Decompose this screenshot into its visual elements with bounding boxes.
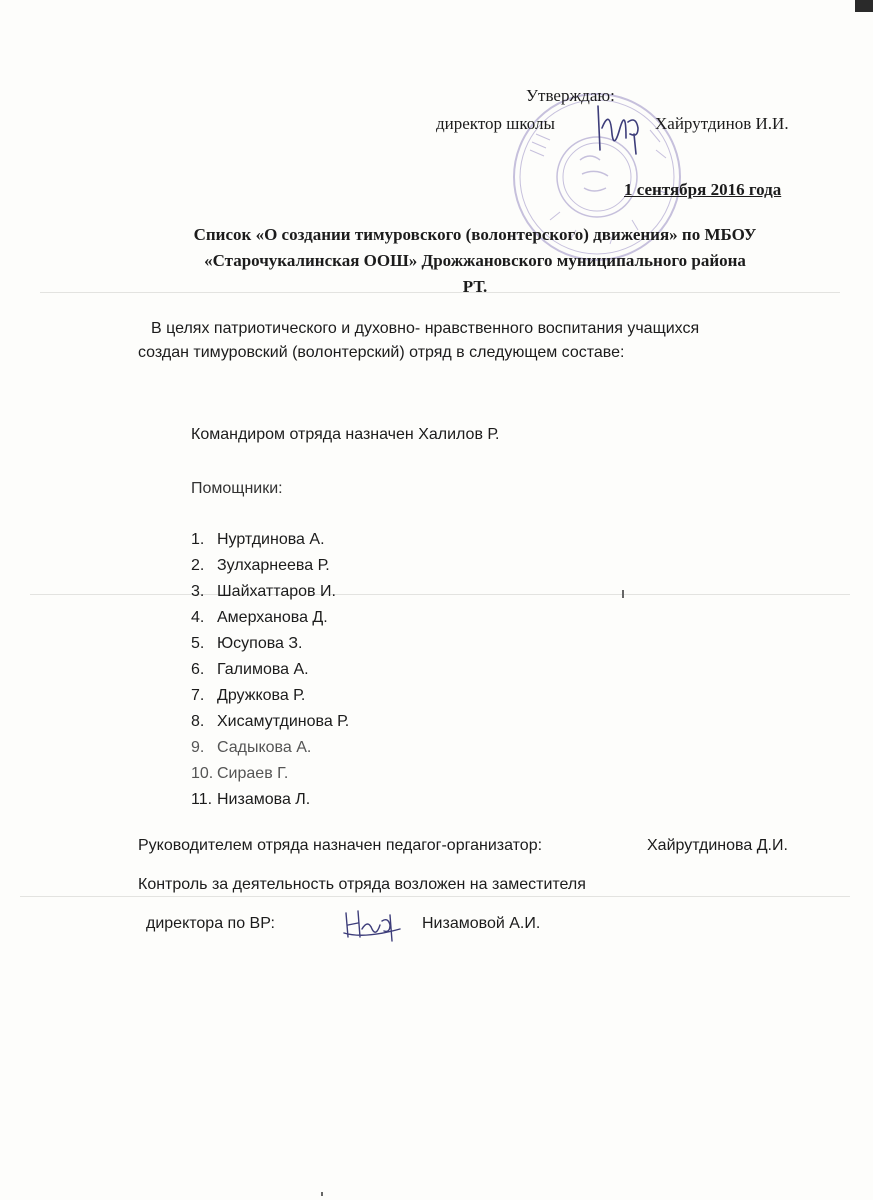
list-item: 3. Шайхаттаров И. <box>191 583 336 600</box>
leader-name: Хайрутдинова Д.И. <box>647 837 788 854</box>
deputy-signature-icon <box>340 903 406 945</box>
list-item: 4. Амерханова Д. <box>191 609 328 626</box>
title-line: РТ. <box>462 277 488 296</box>
list-item: 10. Сираев Г. <box>191 765 289 782</box>
intro-line: создан тимуровский (волонтерский) отряд в следующем составе: <box>138 344 625 361</box>
approval-label: Утверждаю: <box>526 86 615 105</box>
scan-artifact-line <box>20 896 850 897</box>
scan-artifact-line <box>30 594 850 595</box>
list-item: 1. Нуртдинова А. <box>191 531 325 548</box>
approval-date: 1 сентября 2016 года <box>624 180 782 199</box>
title-line: «Старочукалинская ООШ» Дрожжановского муниципального района <box>204 251 746 270</box>
list-item: 6. Галимова А. <box>191 661 309 678</box>
scan-speck <box>622 590 624 598</box>
commander-statement: Командиром отряда назначен Халилов Р. <box>191 426 500 443</box>
deputy-role: директора по ВР: <box>146 915 275 932</box>
control-statement: Контроль за деятельность отряда возложен на заместителя <box>138 876 586 893</box>
director-role: директор школы <box>436 114 555 133</box>
list-item: 8. Хисамутдинова Р. <box>191 713 350 730</box>
helpers-list <box>191 530 349 816</box>
deputy-name: Низамовой А.И. <box>422 915 541 932</box>
intro-paragraph <box>138 317 818 365</box>
list-item: 5. Юсупова З. <box>191 635 303 652</box>
list-item: 7. Дружкова Р. <box>191 687 306 704</box>
director-name: Хайрутдинов И.И. <box>655 114 789 133</box>
list-item: 9. Садыкова А. <box>191 739 312 756</box>
intro-line: В целях патриотического и духовно- нравственного воспитания учащихся <box>151 320 700 337</box>
leader-text: Руководителем отряда назначен педагог-организатор: <box>138 837 543 854</box>
director-signature-icon <box>590 98 648 158</box>
title-line: Список «О создании тимуровского (волонтерского) движения» по МБОУ <box>193 225 757 244</box>
scan-corner-mark <box>855 0 873 12</box>
document-title <box>130 222 820 300</box>
list-item: 11. Низамова Л. <box>191 791 311 808</box>
scan-speck <box>321 1192 323 1196</box>
deputy-line <box>146 915 846 933</box>
leader-statement <box>138 837 858 855</box>
helpers-label: Помощники: <box>191 480 283 497</box>
list-item: 2. Зулхарнеева Р. <box>191 557 330 574</box>
